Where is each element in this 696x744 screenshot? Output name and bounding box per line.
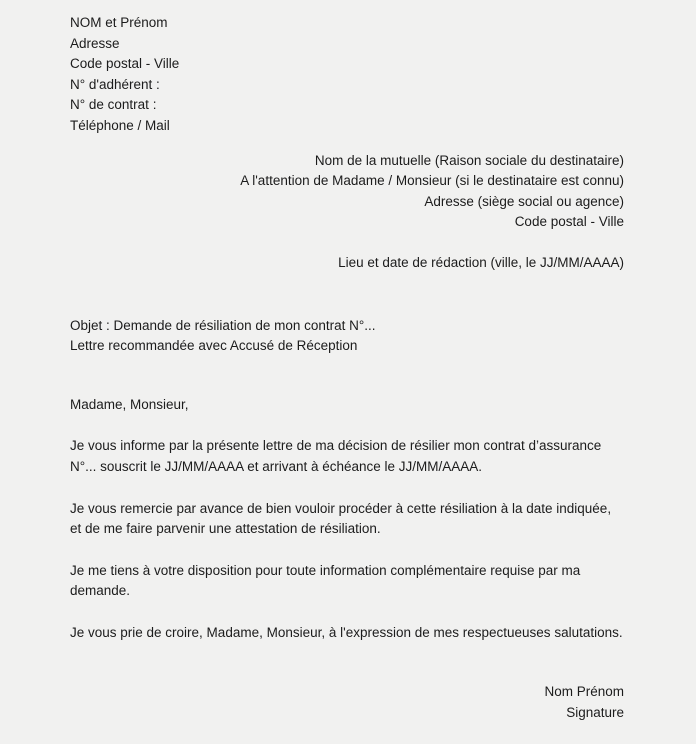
- recipient-postal-city-line: Code postal - Ville: [514, 214, 624, 230]
- body-paragraph-4: Je vous prie de croire, Madame, Monsieur, à l'expression de mes respectueuses salutations.: [70, 624, 623, 640]
- sender-address-block: [70, 13, 624, 137]
- subject-block: [70, 316, 624, 357]
- body-paragraph-1: Je vous informe par la présente lettre de ma décision de résilier mon contrat d’assurance N°... souscrit le JJ/MM/AAAA et arrivant à échéance le JJ/MM/AAAA.: [70, 438, 602, 474]
- recipient-company-line: Nom de la mutuelle (Raison sociale du destinataire): [314, 152, 624, 168]
- sender-address-line: Adresse: [70, 35, 120, 51]
- signature-name-line: Nom Prénom: [544, 684, 624, 700]
- sender-contract-number-line: N° de contrat :: [70, 97, 157, 113]
- subject-line: Objet : Demande de résiliation de mon contrat N°...: [70, 317, 376, 333]
- sender-member-number-line: N° d'adhérent :: [70, 76, 160, 92]
- recipient-attention-line: A l'attention de Madame / Monsieur (si le destinataire est connu): [240, 173, 624, 189]
- sender-name-line: NOM et Prénom: [70, 15, 168, 30]
- place-date-line: Lieu et date de rédaction (ville, le JJ/MM/AAAA): [338, 254, 624, 270]
- body-paragraph-3: Je me tiens à votre disposition pour toute information complémentaire requise par ma demande.: [70, 562, 581, 599]
- signature-block: [70, 682, 624, 723]
- registered-mail-line: Lettre recommandée avec Accusé de Réception: [70, 338, 358, 354]
- signature-label-line: Signature: [566, 705, 624, 721]
- recipient-address-line: Adresse (siège social ou agence): [424, 193, 624, 209]
- recipient-address-block: [70, 151, 624, 233]
- sender-postal-city-line: Code postal - Ville: [70, 56, 180, 72]
- salutation-line: Madame, Monsieur,: [70, 396, 189, 412]
- sender-phone-mail-line: Téléphone / Mail: [70, 117, 170, 133]
- body-paragraph-2: Je vous remercie par avance de bien vouloir procéder à cette résiliation à la date indiquée, et de me faire parvenir une attestation de résiliation.: [70, 500, 612, 537]
